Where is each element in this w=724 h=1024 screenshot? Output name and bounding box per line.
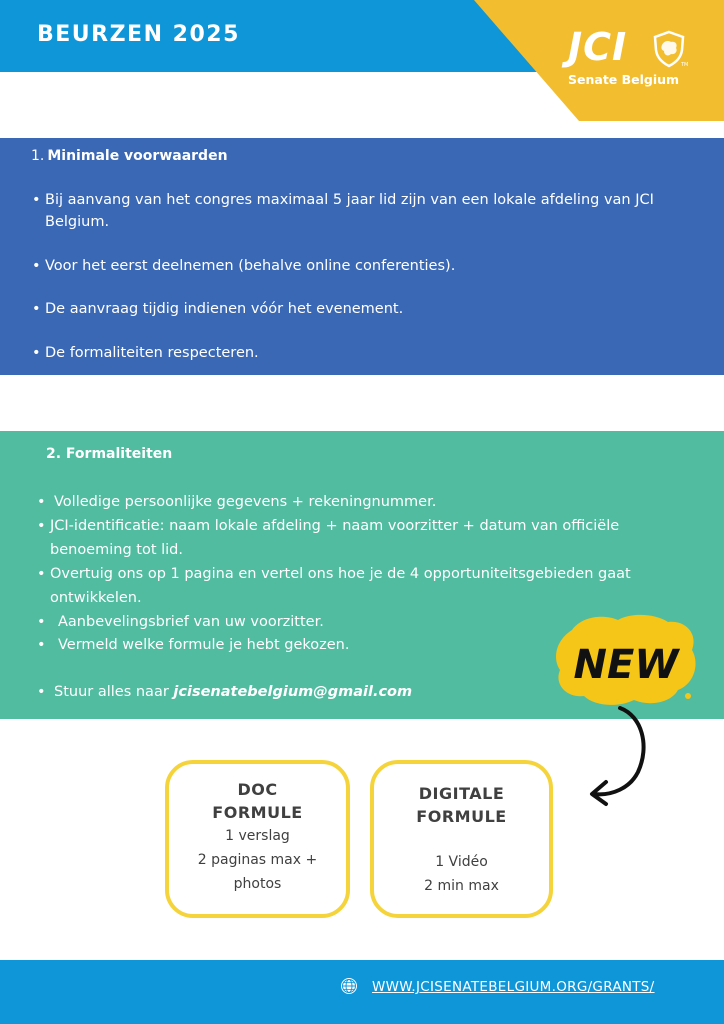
bullet-icon: • bbox=[37, 566, 46, 582]
bullet-icon: • bbox=[32, 192, 41, 208]
curved-arrow-icon bbox=[580, 702, 660, 812]
bullet-icon: • bbox=[32, 345, 41, 361]
list-item: • De formaliteiten respecteren. bbox=[32, 342, 692, 364]
section1-title bbox=[31, 148, 228, 164]
list-item: • Overtuig ons op 1 pagina en vertel ons hoe je de 4 opportuniteitsgebieden gaat ontwikkelen. bbox=[37, 562, 677, 610]
shield-icon bbox=[651, 30, 687, 68]
page-title: BEURZEN 2025 bbox=[37, 22, 240, 47]
jci-logo: JCI bbox=[568, 25, 628, 69]
bullet-icon: • bbox=[37, 518, 46, 534]
email-link[interactable]: jcisenatebelgium@gmail.com bbox=[173, 684, 413, 700]
bullet-icon: • bbox=[37, 614, 46, 630]
new-badge-text: NEW bbox=[573, 642, 679, 688]
list-item: • Vermeld welke formule je hebt gekozen. bbox=[37, 633, 677, 657]
list-item bbox=[37, 680, 557, 704]
send-prefix: Stuur alles naar bbox=[54, 684, 174, 700]
new-badge bbox=[552, 612, 700, 708]
card-body-line: 1 Vidéo bbox=[435, 854, 488, 870]
card-body-line: 2 paginas max + bbox=[197, 852, 318, 868]
website-link[interactable]: WWW.JCISENATEBELGIUM.ORG/GRANTS/ bbox=[372, 979, 655, 995]
card-title-line2: FORMULE bbox=[416, 807, 507, 826]
logo-subtitle: Senate Belgium bbox=[568, 72, 680, 87]
card-body-line: photos bbox=[233, 876, 282, 892]
bullet-icon: • bbox=[32, 258, 41, 274]
section1-title-text: Minimale voorwaarden bbox=[47, 148, 228, 164]
bullet-icon: • bbox=[37, 684, 46, 700]
card-body-line: 1 verslag bbox=[225, 828, 290, 844]
section2-title: 2. Formaliteiten bbox=[46, 446, 173, 462]
list-item: • De aanvraag tijdig indienen vóór het evenement. bbox=[32, 298, 692, 320]
list-item: • Aanbevelingsbrief van uw voorzitter. bbox=[37, 610, 677, 634]
doc-formula-card bbox=[165, 760, 350, 918]
section1-number: 1. bbox=[31, 148, 45, 164]
card-title-line1: DIGITALE bbox=[418, 784, 505, 803]
list-item: • Bij aanvang van het congres maximaal 5 jaar lid zijn van een lokale afdeling van JCI Belgium. bbox=[32, 189, 692, 233]
bullet-icon: • bbox=[37, 637, 46, 653]
card-title-line1: DOC bbox=[237, 780, 278, 799]
card-title-line2: FORMULE bbox=[212, 803, 303, 822]
trademark-mark: TM bbox=[681, 62, 689, 68]
list-item: • Voor het eerst deelnemen (behalve online conferenties). bbox=[32, 255, 692, 277]
digital-formula-card bbox=[370, 760, 553, 918]
card-body-line: 2 min max bbox=[424, 878, 499, 894]
list-item: • JCI-identificatie: naam lokale afdeling + naam voorzitter + datum van officiële benoeming tot lid. bbox=[37, 514, 677, 562]
globe-icon bbox=[340, 977, 358, 995]
bullet-icon: • bbox=[37, 494, 46, 510]
list-item: • Volledige persoonlijke gegevens + rekeningnummer. bbox=[37, 490, 677, 514]
bullet-icon: • bbox=[32, 301, 41, 317]
